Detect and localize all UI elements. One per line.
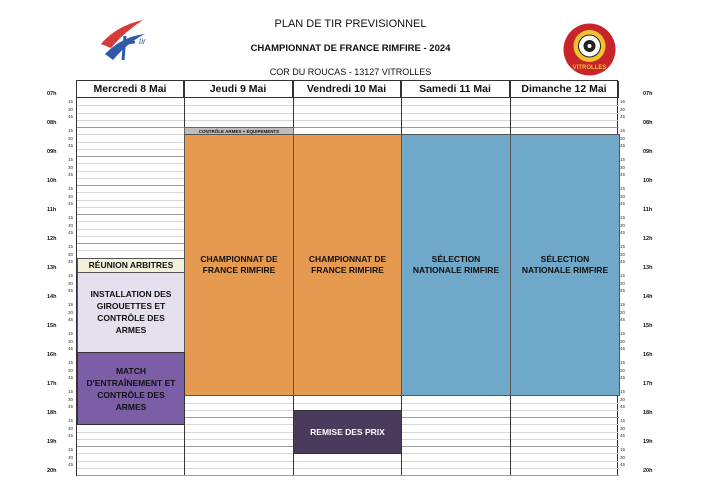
- minute-label: 15: [620, 244, 626, 250]
- hour-label: 10h: [643, 178, 653, 184]
- day-header: Samedi 11 Mai: [401, 81, 510, 98]
- hour-label: 14h: [47, 294, 57, 300]
- minute-label: 45: [620, 345, 626, 351]
- hour-label: 16h: [643, 352, 653, 358]
- minute-label: 15: [68, 244, 74, 250]
- day-header: Mercredi 8 Mai: [77, 81, 184, 98]
- hour-label: 19h: [643, 439, 653, 445]
- minute-label: 15: [620, 389, 626, 395]
- schedule-event: [77, 258, 185, 274]
- minute-label: 30: [620, 396, 626, 402]
- minute-label: 30: [620, 106, 626, 112]
- minute-label: 30: [68, 280, 74, 286]
- hour-label: 20h: [643, 468, 653, 474]
- logo-left-text: tir: [139, 37, 146, 46]
- hour-label: 14h: [643, 294, 653, 300]
- minute-label: 30: [68, 367, 74, 373]
- hour-label: 18h: [47, 410, 57, 416]
- hour-label: 15h: [643, 323, 653, 329]
- hour-label: 18h: [643, 410, 653, 416]
- hour-label: 12h: [47, 236, 57, 242]
- time-gridline: [77, 127, 619, 128]
- minute-label: 45: [68, 171, 74, 177]
- minute-label: 30: [68, 251, 74, 257]
- day-header: Vendredi 10 Mai: [293, 81, 401, 98]
- schedule-event: [293, 134, 402, 396]
- hour-label: 12h: [643, 236, 653, 242]
- hour-label: 13h: [643, 265, 653, 271]
- minute-label: 45: [620, 258, 626, 264]
- minute-label: 15: [68, 157, 74, 163]
- minute-label: 45: [620, 171, 626, 177]
- time-gridline: [77, 105, 619, 106]
- event-label: MATCH D'ENTRAÎNEMENT ET CONTRÔLE DES ARMES: [86, 365, 176, 412]
- minute-label: 15: [620, 186, 626, 192]
- minute-label: 45: [620, 229, 626, 235]
- minute-label: 30: [620, 338, 626, 344]
- minute-label: 45: [68, 432, 74, 438]
- minute-label: 30: [620, 251, 626, 257]
- hour-label: 17h: [643, 381, 653, 387]
- minute-label: 45: [620, 432, 626, 438]
- time-gridline: [77, 468, 619, 469]
- hour-label: 16h: [47, 352, 57, 358]
- minute-label: 15: [68, 186, 74, 192]
- minute-label: 45: [68, 374, 74, 380]
- minute-label: 45: [68, 113, 74, 119]
- schedule-grid: [76, 80, 618, 476]
- minute-label: 45: [620, 316, 626, 322]
- hour-label: 19h: [47, 439, 57, 445]
- minute-label: 45: [68, 345, 74, 351]
- event-label: CONTRÔLE ARMES + ÉQUIPEMENTS: [198, 128, 280, 134]
- vitrolles-logo: [562, 22, 617, 77]
- minute-label: 15: [68, 389, 74, 395]
- minute-label: 45: [68, 316, 74, 322]
- event-label: RÉUNION ARBITRES: [88, 260, 174, 271]
- minute-label: 15: [620, 447, 626, 453]
- hour-label: 13h: [47, 265, 57, 271]
- time-gridline: [77, 120, 619, 121]
- minute-label: 15: [620, 331, 626, 337]
- minute-label: 45: [620, 374, 626, 380]
- minute-label: 15: [68, 331, 74, 337]
- event-label: CHAMPIONNAT DE FRANCE RIMFIRE: [308, 254, 387, 276]
- hour-label: 07h: [643, 91, 653, 97]
- minute-label: 15: [68, 302, 74, 308]
- minute-label: 30: [68, 454, 74, 460]
- minute-label: 30: [620, 454, 626, 460]
- minute-label: 45: [68, 287, 74, 293]
- minute-label: 45: [620, 403, 626, 409]
- minute-label: 30: [620, 425, 626, 431]
- minute-label: 30: [620, 135, 626, 141]
- minute-label: 45: [620, 113, 626, 119]
- minute-label: 30: [620, 309, 626, 315]
- minute-label: 15: [620, 418, 626, 424]
- minute-label: 15: [620, 128, 626, 134]
- minute-label: 30: [68, 193, 74, 199]
- schedule-event: [510, 134, 620, 396]
- hour-label: 11h: [47, 207, 57, 213]
- minute-label: 15: [68, 215, 74, 221]
- minute-label: 15: [620, 273, 626, 279]
- minute-label: 15: [68, 273, 74, 279]
- event-label: SÉLECTION NATIONALE RIMFIRE: [412, 254, 500, 276]
- event-title: CHAMPIONNAT DE FRANCE RIMFIRE - 2024: [250, 43, 451, 54]
- minute-label: 30: [68, 135, 74, 141]
- minute-label: 30: [620, 367, 626, 373]
- minute-label: 15: [68, 128, 74, 134]
- minute-label: 30: [68, 309, 74, 315]
- minute-label: 15: [620, 157, 626, 163]
- minute-label: 30: [620, 280, 626, 286]
- schedule-event: [77, 352, 185, 426]
- minute-label: 30: [68, 106, 74, 112]
- minute-label: 30: [620, 222, 626, 228]
- hour-label: 11h: [643, 207, 653, 213]
- minute-label: 45: [68, 258, 74, 264]
- minute-label: 15: [68, 360, 74, 366]
- page-title: PLAN DE TIR PREVISIONNEL: [274, 18, 427, 30]
- minute-label: 30: [620, 164, 626, 170]
- time-gridline: [77, 461, 619, 462]
- minute-label: 30: [620, 193, 626, 199]
- hour-label: 08h: [643, 120, 653, 126]
- minute-label: 30: [68, 396, 74, 402]
- schedule-event: [401, 134, 511, 396]
- schedule-event: [293, 410, 402, 455]
- hour-label: 20h: [47, 468, 57, 474]
- minute-label: 30: [68, 425, 74, 431]
- event-label: INSTALLATION DES GIROUETTES ET CONTRÔLE DES ARMES: [90, 289, 172, 336]
- minute-label: 15: [68, 418, 74, 424]
- hour-label: 09h: [643, 149, 653, 155]
- minute-label: 30: [68, 222, 74, 228]
- minute-label: 45: [68, 142, 74, 148]
- logo-right-text: VITROLLES: [572, 65, 607, 71]
- minute-label: 15: [68, 99, 74, 105]
- minute-label: 45: [620, 461, 626, 467]
- schedule-event: [77, 272, 185, 353]
- event-label: CHAMPIONNAT DE FRANCE RIMFIRE: [200, 254, 278, 276]
- minute-label: 45: [68, 229, 74, 235]
- schedule-event: [184, 134, 294, 396]
- time-gridline: [77, 475, 619, 476]
- minute-label: 45: [620, 142, 626, 148]
- minute-label: 45: [68, 461, 74, 467]
- minute-label: 15: [620, 215, 626, 221]
- day-header: Dimanche 12 Mai: [510, 81, 619, 98]
- minute-label: 30: [68, 338, 74, 344]
- minute-label: 45: [620, 200, 626, 206]
- event-label: REMISE DES PRIX: [310, 427, 385, 437]
- minute-label: 45: [68, 200, 74, 206]
- minute-label: 45: [620, 287, 626, 293]
- hour-label: 07h: [47, 91, 57, 97]
- hour-label: 09h: [47, 149, 57, 155]
- minute-label: 15: [620, 302, 626, 308]
- event-location: COR DU ROUCAS - 13127 VITROLLES: [269, 67, 432, 77]
- hour-label: 17h: [47, 381, 57, 387]
- minute-label: 30: [68, 164, 74, 170]
- hour-label: 08h: [47, 120, 57, 126]
- event-label: SÉLECTION NATIONALE RIMFIRE: [521, 254, 609, 276]
- time-gridline: [77, 113, 619, 114]
- hour-label: 15h: [47, 323, 57, 329]
- day-header: Jeudi 9 Mai: [184, 81, 293, 98]
- minute-label: 15: [68, 447, 74, 453]
- minute-label: 15: [620, 360, 626, 366]
- hour-label: 10h: [47, 178, 57, 184]
- minute-label: 15: [620, 99, 626, 105]
- fftir-logo: [95, 14, 175, 72]
- minute-label: 45: [68, 403, 74, 409]
